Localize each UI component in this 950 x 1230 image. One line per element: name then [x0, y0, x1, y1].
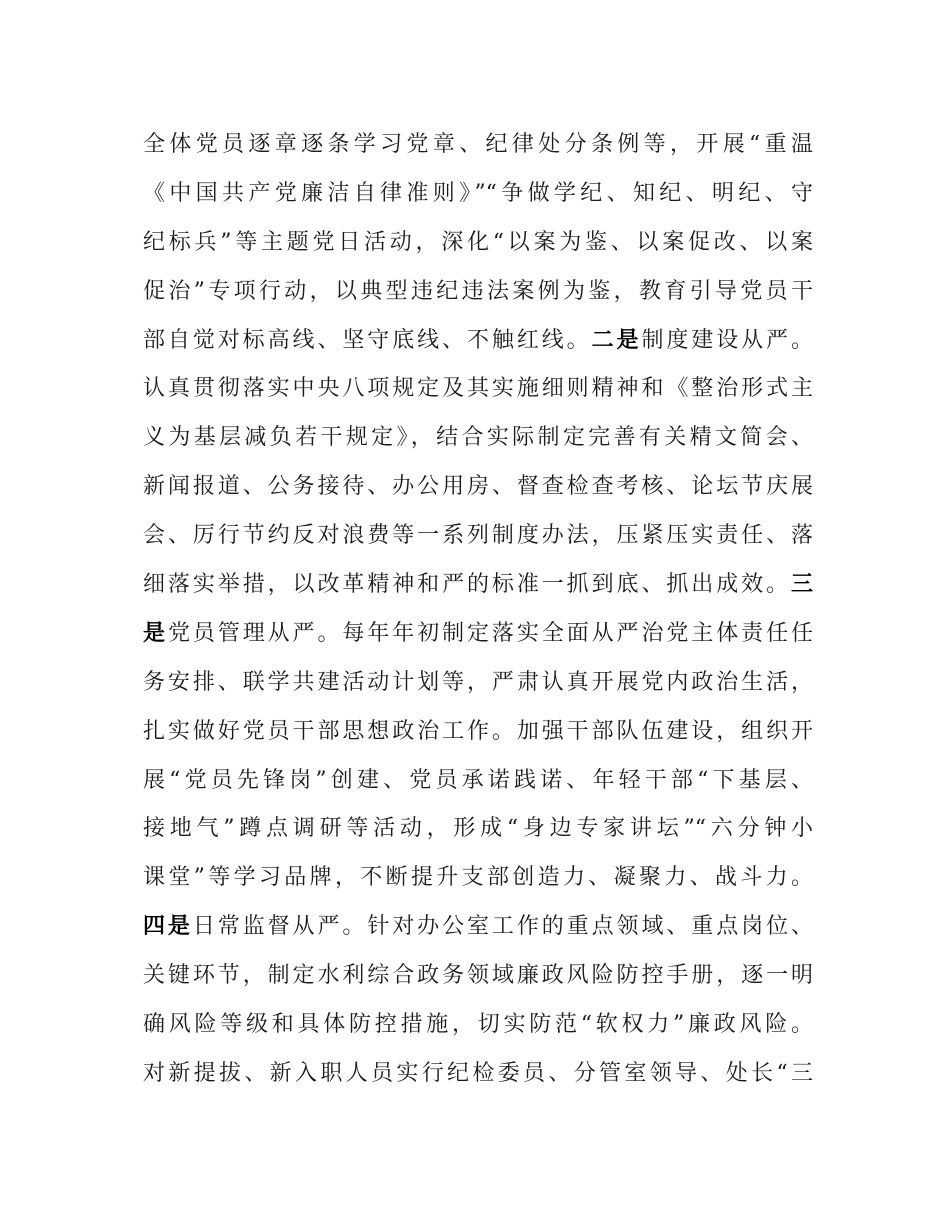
- text-line: 纪标兵”等主题党日活动，深化“以案为鉴、以案促改、以案: [143, 229, 813, 255]
- text-line: 展“党员先锋岗”创建、党员承诺践诺、年轻干部“下基层、: [143, 767, 813, 793]
- text-line: 确风险等级和具体防控措施，切实防范“软权力”廉政风险。: [143, 1012, 813, 1038]
- text-line: 关键环节，制定水利综合政务领域廉政风险防控手册，逐一明: [143, 963, 813, 989]
- text-line: 部自觉对标高线、坚守底线、不触红线。二是制度建设从严。: [143, 327, 813, 353]
- text-line: 务安排、联学共建活动计划等，严肃认真开展党内政治生活，: [143, 669, 813, 695]
- text-line: 新闻报道、公务接待、办公用房、督查检查考核、论坛节庆展: [143, 474, 813, 500]
- text-line: 四是日常监督从严。针对办公室工作的重点领域、重点岗位、: [143, 914, 813, 940]
- body-paragraph: [143, 121, 813, 1099]
- text-line: 接地气”蹲点调研等活动，形成“身边专家讲坛”“六分钟小: [143, 816, 813, 842]
- text-line: 是党员管理从严。每年年初制定落实全面从严治党主体责任任: [143, 620, 813, 646]
- bold-lead-term: 四是: [143, 914, 193, 940]
- text-line: 促治”专项行动，以典型违纪违法案例为鉴，教育引导党员干: [143, 278, 813, 304]
- text-line: 认真贯彻落实中央八项规定及其实施细则精神和《整治形式主: [143, 376, 813, 402]
- bold-lead-term: 二是: [591, 327, 642, 353]
- text-line: 会、厉行节约反对浪费等一系列制度办法，压紧压实责任、落: [143, 523, 813, 549]
- text-line: 课堂”等学习品牌，不断提升支部创造力、凝聚力、战斗力。: [143, 865, 813, 891]
- bold-lead-term: 是: [143, 620, 168, 646]
- text-line: 细落实举措，以改革精神和严的标准一抓到底、抓出成效。三: [143, 572, 813, 598]
- text-line: 对新提拔、新入职人员实行纪检委员、分管室领导、处长“三: [143, 1060, 813, 1086]
- text-line: 扎实做好党员干部思想政治工作。加强干部队伍建设，组织开: [143, 718, 813, 744]
- text-line: 全体党员逐章逐条学习党章、纪律处分条例等，开展“重温: [143, 132, 813, 157]
- text-line: 《中国共产党廉洁自律准则》”“争做学纪、知纪、明纪、守: [143, 180, 813, 206]
- bold-lead-term: 三: [790, 572, 813, 598]
- text-line: 义为基层减负若干规定》，结合实际制定完善有关精文简会、: [143, 425, 813, 451]
